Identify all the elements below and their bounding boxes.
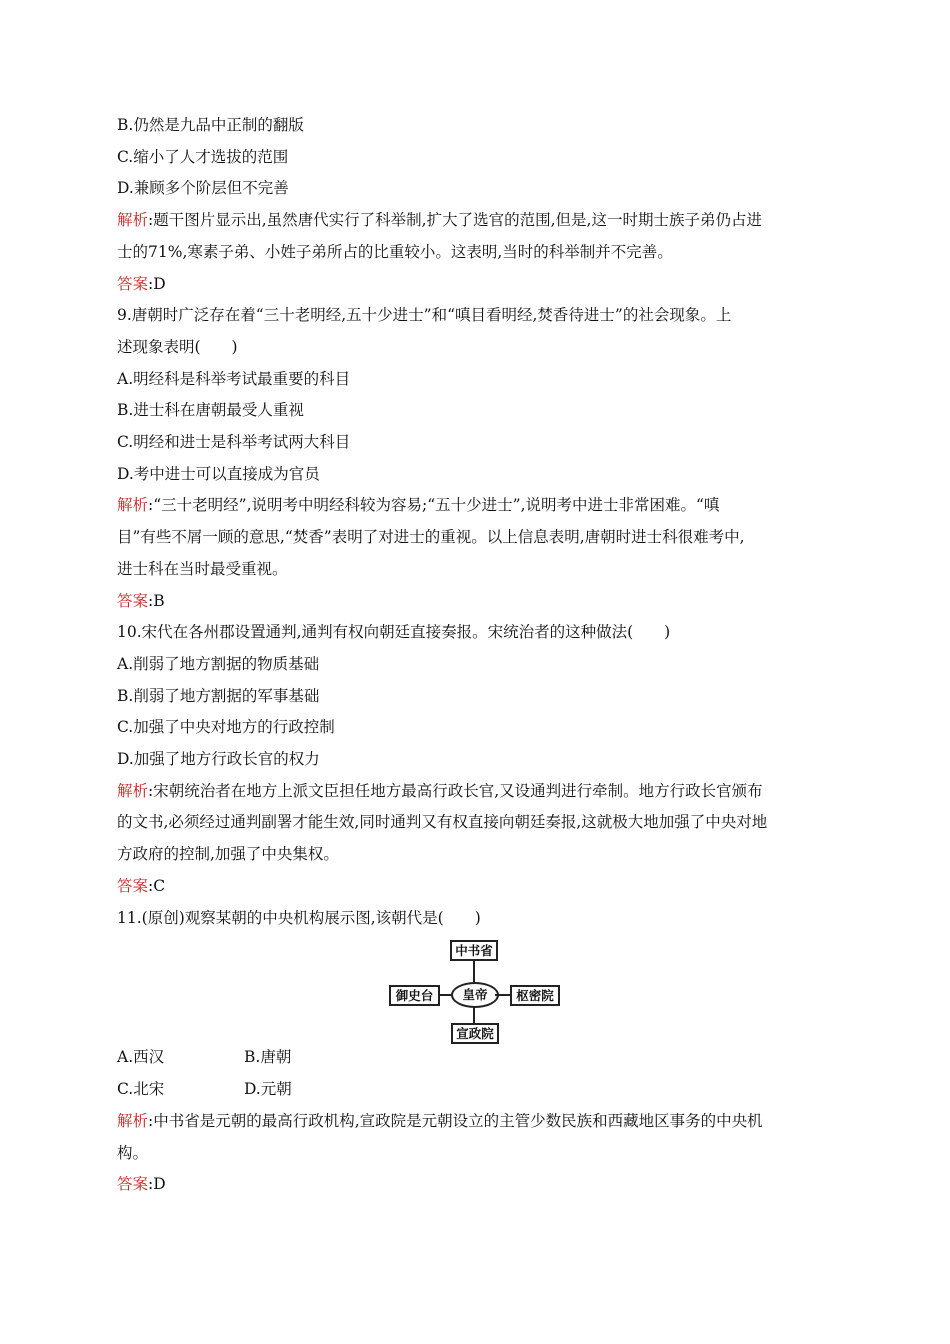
line-text: 构。: [117, 1143, 149, 1162]
line-text: B.进士科在唐朝最受人重视: [117, 401, 304, 420]
text-line: [117, 432, 350, 452]
connector-bottom: [473, 1007, 475, 1023]
text-line: [117, 1143, 148, 1163]
line-text: C.加强了中央对地方的行政控制: [117, 718, 335, 737]
analysis-line: [117, 210, 762, 230]
line-text: 11.(原创)观察某朝的中央机构展示图,该朝代是( ): [117, 908, 481, 927]
answer-line: [117, 591, 165, 611]
line-text: D.加强了地方行政长官的权力: [117, 750, 320, 768]
answer-line: [117, 274, 166, 294]
text-line: [117, 749, 320, 769]
text-line: [117, 622, 670, 642]
box-shumiyuan: 枢密院: [510, 985, 560, 1006]
answer-label: 答案: [117, 274, 149, 293]
text-line: [117, 527, 745, 547]
answer-label: 答案: [117, 876, 149, 895]
connector-top: [473, 961, 475, 983]
line-text: A.削弱了地方割据的物质基础: [117, 654, 320, 673]
line-text: 进士科在当时最受重视。: [117, 559, 288, 578]
option-b: B.唐朝: [244, 1048, 292, 1066]
line-text: :“三十老明经”,说明考中明经科较为容易;“五十少进士”,说明考中进士非常困难。“嗔: [148, 496, 720, 515]
text-line: [117, 400, 304, 420]
option-c: C.北宋: [117, 1080, 165, 1098]
line-text: D.考中进士可以直接成为官员: [117, 464, 320, 483]
line-text: C.明经和进士是科举考试两大科目: [117, 433, 351, 451]
line-text: :宋朝统治者在地方上派文臣担任地方最高行政长官,又设通判进行牵制。地方行政长官颁布: [148, 781, 763, 800]
box-xuanzhengyuan: 宣政院: [451, 1023, 499, 1044]
line-text: 方政府的控制,加强了中央集权。: [117, 845, 339, 864]
line-text: B.削弱了地方割据的军事基础: [117, 686, 320, 705]
line-text: 的文书,必须经过通判副署才能生效,同时通判又有权直接向朝廷奏报,这就极大地加强了中央对地: [117, 813, 768, 832]
text-line: [117, 337, 238, 357]
line-text: 士的71%,寒素子弟、小姓子弟所占的比重较小。这表明,当时的科举制并不完善。: [117, 242, 673, 261]
text-line: [117, 908, 481, 928]
oval-emperor: 皇帝: [451, 982, 499, 1008]
text-line: [117, 178, 289, 198]
line-text: B.仍然是九品中正制的翻版: [117, 116, 304, 134]
analysis-label: 解析: [117, 496, 149, 515]
text-line: [117, 464, 320, 484]
text-line: [117, 654, 319, 674]
line-text: :D: [148, 1175, 166, 1194]
line-text: :B: [148, 591, 165, 610]
central-institutions-diagram: [389, 940, 559, 1046]
text-line: [117, 559, 288, 579]
answer-label: 答案: [117, 1175, 149, 1194]
line-text: 目”有些不屑一顾的意思,“焚香”表明了对进士的重视。以上信息表明,唐朝时进士科很难考中,: [117, 528, 745, 547]
analysis-line: [117, 495, 719, 515]
box-yushitai: 御史台: [389, 985, 440, 1006]
text-line: [117, 369, 350, 389]
analysis-label: 解析: [117, 781, 149, 800]
line-text: :D: [148, 274, 166, 293]
text-line: [117, 717, 335, 737]
option-d: D.元朝: [244, 1080, 292, 1098]
answer-line: [117, 1174, 166, 1194]
text-line: [117, 242, 673, 262]
answer-label: 答案: [117, 591, 149, 610]
line-text: 10.宋代在各州郡设置通判,通判有权向朝廷直接奏报。宋统治者的这种做法( ): [117, 623, 671, 642]
text-line: [117, 812, 767, 832]
answer-line: [117, 876, 165, 896]
box-zhongshusheng: 中书省: [450, 940, 498, 961]
line-text: 述现象表明( ): [117, 337, 238, 356]
analysis-line: [117, 781, 763, 801]
text-line: [117, 147, 288, 167]
analysis-label: 解析: [117, 1112, 149, 1130]
option-a: A.西汉: [117, 1048, 165, 1066]
text-line: [117, 115, 304, 135]
analysis-label: 解析: [117, 211, 149, 230]
text-line: [117, 844, 339, 864]
text-line: [117, 305, 731, 325]
line-text: 9.唐朝时广泛存在着“三十老明经,五十少进士”和“嗔目看明经,焚香待进士”的社会现象。上: [117, 306, 732, 325]
analysis-line: [117, 1111, 763, 1131]
line-text: :题干图片显示出,虽然唐代实行了科举制,扩大了选官的范围,但是,这一时期士族子弟仍占进: [148, 211, 762, 230]
line-text: D.兼顾多个阶层但不完善: [117, 179, 289, 198]
line-text: :中书省是元朝的最高行政机构,宣政院是元朝设立的主管少数民族和西藏地区事务的中央机: [148, 1112, 763, 1130]
line-text: :C: [148, 876, 166, 895]
text-line: [117, 686, 319, 706]
line-text: C.缩小了人才选拔的范围: [117, 147, 289, 166]
line-text: A.明经科是科举考试最重要的科目: [117, 369, 351, 388]
